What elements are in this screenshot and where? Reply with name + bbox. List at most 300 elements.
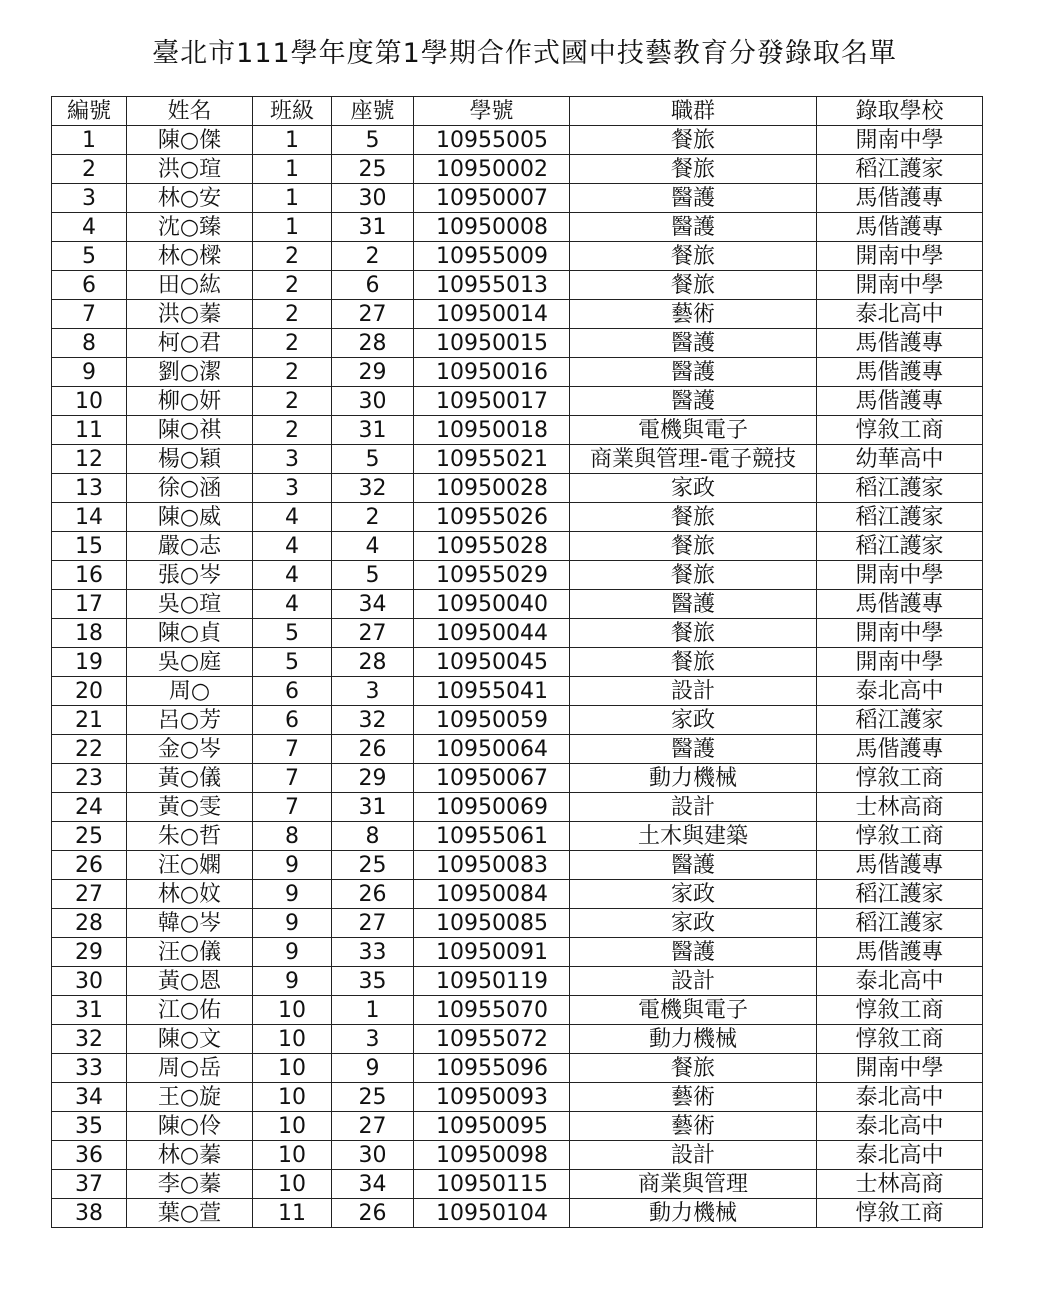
cell-student-id: 10950098 [414,1141,570,1170]
table-row [52,1112,983,1141]
cell-class: 9 [253,909,332,938]
cell-track: 餐旅 [570,503,817,532]
table-row [52,1141,983,1170]
cell-class: 2 [253,329,332,358]
cell-name: 張○岑 [127,561,253,590]
cell-student-id: 10955096 [414,1054,570,1083]
cell-class: 3 [253,474,332,503]
cell-track: 家政 [570,706,817,735]
cell-track: 家政 [570,474,817,503]
table-row [52,1170,983,1199]
cell-name: 陳○文 [127,1025,253,1054]
cell-class: 4 [253,561,332,590]
table-row [52,474,983,503]
cell-track: 餐旅 [570,126,817,155]
table-row [52,590,983,619]
cell-student-id: 10950028 [414,474,570,503]
cell-student-id: 10955009 [414,242,570,271]
cell-seat: 5 [332,445,414,474]
cell-school: 惇敘工商 [817,764,983,793]
cell-school: 士林高商 [817,1170,983,1199]
cell-seat: 29 [332,358,414,387]
cell-student-id: 10950015 [414,329,570,358]
cell-class: 6 [253,677,332,706]
cell-seat: 3 [332,1025,414,1054]
cell-number: 37 [52,1170,127,1199]
cell-track: 餐旅 [570,1054,817,1083]
admission-table [51,96,983,1228]
cell-number: 12 [52,445,127,474]
cell-student-id: 10955041 [414,677,570,706]
cell-student-id: 10950085 [414,909,570,938]
cell-track: 商業與管理-電子競技 [570,445,817,474]
table-row [52,387,983,416]
cell-seat: 26 [332,735,414,764]
cell-class: 4 [253,503,332,532]
cell-school: 惇敘工商 [817,996,983,1025]
table-row [52,503,983,532]
cell-name: 劉○潔 [127,358,253,387]
cell-student-id: 10950014 [414,300,570,329]
cell-track: 藝術 [570,1112,817,1141]
cell-name: 吳○庭 [127,648,253,677]
cell-seat: 32 [332,474,414,503]
header-number: 編號 [52,97,127,126]
header-name: 姓名 [127,97,253,126]
table-row [52,764,983,793]
cell-seat: 26 [332,1199,414,1228]
cell-school: 泰北高中 [817,1112,983,1141]
header-track: 職群 [570,97,817,126]
cell-seat: 27 [332,619,414,648]
cell-name: 周○岳 [127,1054,253,1083]
cell-name: 呂○芳 [127,706,253,735]
table-row [52,880,983,909]
cell-school: 士林高商 [817,793,983,822]
cell-name: 洪○瑄 [127,155,253,184]
table-row [52,1054,983,1083]
cell-number: 20 [52,677,127,706]
cell-name: 韓○岑 [127,909,253,938]
cell-school: 稻江護家 [817,706,983,735]
cell-track: 藝術 [570,1083,817,1112]
table-row [52,967,983,996]
cell-class: 7 [253,793,332,822]
table-row [52,909,983,938]
cell-school: 泰北高中 [817,677,983,706]
cell-name: 李○蓁 [127,1170,253,1199]
cell-name: 洪○蓁 [127,300,253,329]
header-class: 班級 [253,97,332,126]
cell-number: 21 [52,706,127,735]
cell-track: 家政 [570,880,817,909]
cell-class: 7 [253,735,332,764]
cell-class: 9 [253,880,332,909]
cell-student-id: 10955021 [414,445,570,474]
cell-number: 24 [52,793,127,822]
cell-name: 沈○臻 [127,213,253,242]
cell-track: 餐旅 [570,155,817,184]
table-row [52,532,983,561]
cell-name: 吳○瑄 [127,590,253,619]
cell-track: 電機與電子 [570,416,817,445]
cell-track: 餐旅 [570,619,817,648]
cell-class: 2 [253,358,332,387]
cell-seat: 27 [332,909,414,938]
cell-school: 幼華高中 [817,445,983,474]
cell-class: 3 [253,445,332,474]
cell-name: 陳○貞 [127,619,253,648]
cell-school: 開南中學 [817,126,983,155]
cell-student-id: 10955005 [414,126,570,155]
cell-name: 林○安 [127,184,253,213]
cell-number: 29 [52,938,127,967]
cell-name: 嚴○志 [127,532,253,561]
cell-student-id: 10950017 [414,387,570,416]
cell-class: 5 [253,619,332,648]
cell-class: 10 [253,1083,332,1112]
cell-number: 35 [52,1112,127,1141]
cell-track: 餐旅 [570,271,817,300]
cell-student-id: 10955070 [414,996,570,1025]
cell-name: 黃○雯 [127,793,253,822]
table-row [52,996,983,1025]
cell-name: 金○岑 [127,735,253,764]
cell-class: 1 [253,184,332,213]
cell-seat: 1 [332,996,414,1025]
cell-class: 2 [253,242,332,271]
cell-school: 馬偕護專 [817,590,983,619]
cell-student-id: 10950002 [414,155,570,184]
cell-number: 13 [52,474,127,503]
cell-school: 馬偕護專 [817,938,983,967]
cell-student-id: 10950064 [414,735,570,764]
cell-student-id: 10955029 [414,561,570,590]
table-row [52,213,983,242]
cell-student-id: 10950016 [414,358,570,387]
cell-class: 10 [253,1141,332,1170]
cell-school: 開南中學 [817,648,983,677]
cell-name: 林○妏 [127,880,253,909]
cell-number: 14 [52,503,127,532]
cell-class: 2 [253,271,332,300]
cell-class: 1 [253,155,332,184]
cell-number: 3 [52,184,127,213]
cell-class: 1 [253,213,332,242]
cell-number: 19 [52,648,127,677]
cell-seat: 9 [332,1054,414,1083]
cell-name: 柳○妍 [127,387,253,416]
cell-student-id: 10950084 [414,880,570,909]
cell-class: 2 [253,300,332,329]
table-row [52,561,983,590]
cell-track: 醫護 [570,358,817,387]
cell-student-id: 10955061 [414,822,570,851]
cell-name: 柯○君 [127,329,253,358]
cell-name: 黃○恩 [127,967,253,996]
cell-track: 電機與電子 [570,996,817,1025]
table-row [52,329,983,358]
cell-track: 設計 [570,1141,817,1170]
cell-student-id: 10950008 [414,213,570,242]
table-row [52,155,983,184]
cell-name: 林○蓁 [127,1141,253,1170]
cell-name: 陳○威 [127,503,253,532]
cell-student-id: 10955072 [414,1025,570,1054]
cell-class: 2 [253,387,332,416]
cell-class: 11 [253,1199,332,1228]
cell-track: 餐旅 [570,561,817,590]
cell-class: 2 [253,416,332,445]
cell-name: 田○紘 [127,271,253,300]
cell-number: 18 [52,619,127,648]
cell-name: 楊○穎 [127,445,253,474]
cell-number: 32 [52,1025,127,1054]
cell-class: 9 [253,938,332,967]
cell-seat: 27 [332,300,414,329]
cell-number: 9 [52,358,127,387]
table-header-row [52,97,983,126]
cell-student-id: 10950067 [414,764,570,793]
cell-seat: 25 [332,1083,414,1112]
cell-number: 16 [52,561,127,590]
cell-track: 設計 [570,793,817,822]
cell-number: 8 [52,329,127,358]
cell-number: 27 [52,880,127,909]
header-school: 錄取學校 [817,97,983,126]
cell-seat: 30 [332,387,414,416]
cell-track: 醫護 [570,590,817,619]
cell-track: 醫護 [570,938,817,967]
cell-name: 陳○伶 [127,1112,253,1141]
cell-class: 10 [253,1112,332,1141]
cell-name: 周○ [127,677,253,706]
cell-seat: 6 [332,271,414,300]
cell-number: 2 [52,155,127,184]
cell-student-id: 10950104 [414,1199,570,1228]
cell-school: 開南中學 [817,242,983,271]
cell-name: 徐○涵 [127,474,253,503]
cell-student-id: 10955026 [414,503,570,532]
cell-number: 22 [52,735,127,764]
cell-number: 23 [52,764,127,793]
cell-school: 馬偕護專 [817,851,983,880]
cell-class: 9 [253,967,332,996]
cell-student-id: 10950007 [414,184,570,213]
cell-seat: 34 [332,590,414,619]
cell-track: 商業與管理 [570,1170,817,1199]
cell-number: 11 [52,416,127,445]
cell-track: 動力機械 [570,764,817,793]
cell-track: 動力機械 [570,1025,817,1054]
cell-track: 家政 [570,909,817,938]
cell-track: 動力機械 [570,1199,817,1228]
cell-seat: 2 [332,242,414,271]
table-row [52,242,983,271]
table-row [52,300,983,329]
table-row [52,358,983,387]
cell-school: 稻江護家 [817,880,983,909]
cell-track: 醫護 [570,184,817,213]
cell-track: 土木與建築 [570,822,817,851]
table-row [52,851,983,880]
cell-number: 17 [52,590,127,619]
cell-school: 惇敘工商 [817,416,983,445]
cell-school: 泰北高中 [817,300,983,329]
cell-class: 6 [253,706,332,735]
cell-class: 8 [253,822,332,851]
cell-track: 餐旅 [570,648,817,677]
cell-school: 泰北高中 [817,967,983,996]
cell-class: 10 [253,996,332,1025]
cell-seat: 28 [332,648,414,677]
cell-student-id: 10950119 [414,967,570,996]
cell-seat: 30 [332,1141,414,1170]
cell-number: 5 [52,242,127,271]
cell-class: 5 [253,648,332,677]
cell-name: 陳○祺 [127,416,253,445]
cell-name: 汪○儀 [127,938,253,967]
cell-school: 稻江護家 [817,532,983,561]
cell-seat: 34 [332,1170,414,1199]
cell-number: 34 [52,1083,127,1112]
table-body [52,126,983,1228]
cell-seat: 31 [332,416,414,445]
cell-student-id: 10950115 [414,1170,570,1199]
cell-school: 馬偕護專 [817,329,983,358]
cell-seat: 2 [332,503,414,532]
cell-number: 31 [52,996,127,1025]
cell-student-id: 10950045 [414,648,570,677]
table-row [52,619,983,648]
table-row [52,735,983,764]
cell-number: 6 [52,271,127,300]
cell-seat: 5 [332,561,414,590]
cell-seat: 8 [332,822,414,851]
cell-school: 惇敘工商 [817,822,983,851]
page-title: 臺北市111學年度第1學期合作式國中技藝教育分發錄取名單 [152,38,897,69]
cell-seat: 5 [332,126,414,155]
cell-seat: 31 [332,213,414,242]
table-row [52,416,983,445]
cell-track: 醫護 [570,329,817,358]
cell-seat: 32 [332,706,414,735]
cell-number: 25 [52,822,127,851]
cell-school: 馬偕護專 [817,735,983,764]
cell-school: 稻江護家 [817,503,983,532]
cell-number: 38 [52,1199,127,1228]
cell-class: 4 [253,532,332,561]
cell-school: 惇敘工商 [817,1025,983,1054]
cell-school: 惇敘工商 [817,1199,983,1228]
table-row [52,1083,983,1112]
cell-seat: 4 [332,532,414,561]
cell-track: 醫護 [570,735,817,764]
cell-seat: 28 [332,329,414,358]
cell-school: 馬偕護專 [817,387,983,416]
cell-school: 稻江護家 [817,474,983,503]
cell-seat: 30 [332,184,414,213]
cell-seat: 27 [332,1112,414,1141]
cell-school: 泰北高中 [817,1083,983,1112]
table-row [52,1025,983,1054]
cell-name: 朱○哲 [127,822,253,851]
cell-student-id: 10950044 [414,619,570,648]
cell-class: 10 [253,1025,332,1054]
cell-student-id: 10950059 [414,706,570,735]
table-row [52,822,983,851]
cell-seat: 31 [332,793,414,822]
table-row [52,271,983,300]
cell-student-id: 10950018 [414,416,570,445]
cell-number: 26 [52,851,127,880]
cell-seat: 35 [332,967,414,996]
cell-number: 28 [52,909,127,938]
table-row [52,184,983,213]
cell-name: 江○佑 [127,996,253,1025]
cell-track: 醫護 [570,213,817,242]
table-row [52,648,983,677]
cell-track: 餐旅 [570,532,817,561]
table-row [52,677,983,706]
cell-class: 10 [253,1054,332,1083]
cell-school: 開南中學 [817,1054,983,1083]
cell-school: 開南中學 [817,561,983,590]
cell-school: 開南中學 [817,271,983,300]
table-row [52,706,983,735]
cell-name: 王○旋 [127,1083,253,1112]
cell-number: 30 [52,967,127,996]
cell-student-id: 10950083 [414,851,570,880]
cell-class: 10 [253,1170,332,1199]
cell-school: 稻江護家 [817,155,983,184]
cell-name: 汪○嫻 [127,851,253,880]
cell-seat: 26 [332,880,414,909]
cell-student-id: 10955028 [414,532,570,561]
table-row [52,793,983,822]
cell-student-id: 10950095 [414,1112,570,1141]
cell-name: 黃○儀 [127,764,253,793]
cell-track: 醫護 [570,851,817,880]
cell-number: 1 [52,126,127,155]
cell-seat: 3 [332,677,414,706]
table-row [52,1199,983,1228]
cell-school: 泰北高中 [817,1141,983,1170]
cell-seat: 25 [332,155,414,184]
cell-number: 33 [52,1054,127,1083]
cell-name: 陳○傑 [127,126,253,155]
cell-student-id: 10955013 [414,271,570,300]
header-student-id: 學號 [414,97,570,126]
header-seat: 座號 [332,97,414,126]
cell-seat: 33 [332,938,414,967]
cell-student-id: 10950093 [414,1083,570,1112]
cell-track: 設計 [570,967,817,996]
cell-school: 稻江護家 [817,909,983,938]
table-row [52,938,983,967]
cell-track: 醫護 [570,387,817,416]
cell-class: 4 [253,590,332,619]
cell-name: 林○樑 [127,242,253,271]
cell-student-id: 10950091 [414,938,570,967]
cell-number: 4 [52,213,127,242]
cell-class: 7 [253,764,332,793]
cell-school: 開南中學 [817,619,983,648]
cell-student-id: 10950069 [414,793,570,822]
cell-number: 7 [52,300,127,329]
cell-class: 9 [253,851,332,880]
cell-number: 15 [52,532,127,561]
